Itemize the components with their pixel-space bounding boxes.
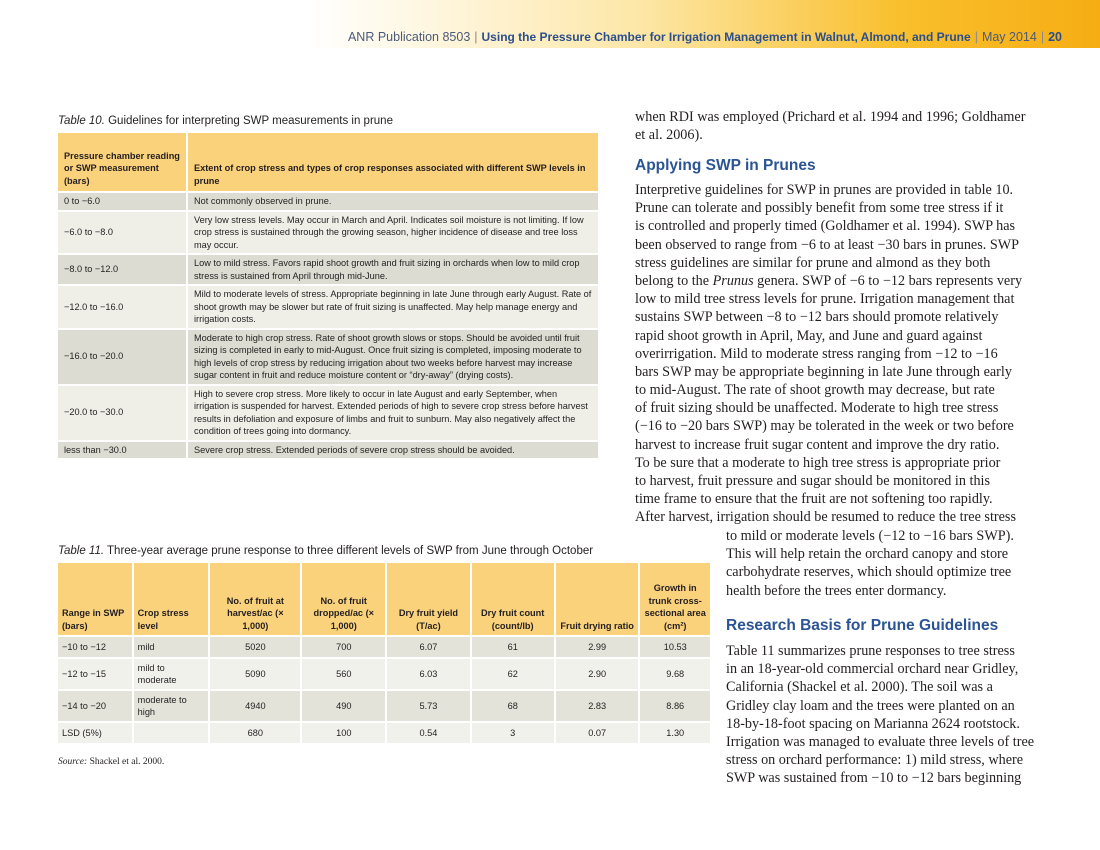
table-row xyxy=(58,690,710,722)
text-line: To be sure that a moderate to high tree stress is appropriate prior xyxy=(635,454,1001,471)
table-row xyxy=(58,636,710,658)
page-number: 20 xyxy=(1048,30,1062,44)
swp-range-cell: −20.0 to −30.0 xyxy=(58,385,187,441)
text-line: to mild or moderate levels (−12 to −16 bars SWP). xyxy=(726,528,1014,544)
text-line: 18-by-18-foot spacing on Marianna 2624 rootstock. xyxy=(726,715,1020,732)
swp-range-cell: 0 to −6.0 xyxy=(58,192,187,211)
table11-column-header: Dry fruit count (count/lb) xyxy=(471,563,555,636)
table-row xyxy=(58,329,598,385)
table11-cell: 0.07 xyxy=(555,722,640,743)
text-line: stress on orchard performance: 1) mild stress, where xyxy=(726,752,1024,769)
text-line: overirrigation. Mild to moderate stress ranging from −12 to −16 xyxy=(635,345,998,362)
heading-research-basis: Research Basis for Prune Guidelines xyxy=(726,617,999,634)
table11-cell: 8.86 xyxy=(639,690,710,722)
text-line: rapid shoot growth in April, May, and June and guard against xyxy=(635,327,983,344)
table11-cell: mild xyxy=(133,636,210,658)
table11-cell: 6.07 xyxy=(386,636,470,658)
table-row xyxy=(58,385,598,441)
swp-range-cell: −6.0 to −8.0 xyxy=(58,211,187,255)
text-line: harvest to increase fruit sugar content and improve the dry ratio. xyxy=(635,436,1000,453)
text-line: After harvest, irrigation should be resumed to reduce the tree stress xyxy=(635,509,1016,526)
table11-column-header: No. of fruit dropped/ac (× 1,000) xyxy=(301,563,386,636)
table11-cell: 5.73 xyxy=(386,690,470,722)
stress-description-cell: Not commonly observed in prune. xyxy=(187,192,598,211)
table10-header-range: Pressure chamber reading or SWP measurement (bars) xyxy=(58,133,187,192)
text-line: Gridley clay loam and the trees were planted on an xyxy=(726,697,1015,714)
text-line: Irrigation was managed to evaluate three levels of tree xyxy=(726,733,1035,750)
paragraph-applying-swp-continued xyxy=(726,527,1014,600)
swp-range-cell: −16.0 to −20.0 xyxy=(58,329,187,385)
table11-column-header: Dry fruit yield (T/ac) xyxy=(386,563,470,636)
table11-cell: 10.53 xyxy=(639,636,710,658)
text-line: health before the trees enter dormancy. xyxy=(726,582,947,599)
table11-cell: 100 xyxy=(301,722,386,743)
table10-caption: Table 10. Guidelines for interpreting SWP measurements in prune xyxy=(58,115,393,127)
table11-column-header: No. of fruit at harvest/ac (× 1,000) xyxy=(209,563,301,636)
text-line: belong to the Prunus genera. SWP of −6 to −12 bars represents very xyxy=(635,272,1023,289)
table11-cell: 5020 xyxy=(209,636,301,658)
text-line: Prune can tolerate and possibly benefit from some tree stress if it xyxy=(635,200,1004,217)
table11-cell: 560 xyxy=(301,658,386,690)
text-line: (−16 to −20 bars SWP) may be tolerated in the week or two before xyxy=(635,418,1014,435)
table11-cell: −12 to −15 xyxy=(58,658,133,690)
publication-number: ANR Publication 8503 xyxy=(347,30,471,44)
paragraph-research-basis xyxy=(726,642,1034,788)
table11-cell: −14 to −20 xyxy=(58,690,133,722)
table11-cell: 6.03 xyxy=(386,658,470,690)
table11-cell: 2.90 xyxy=(555,658,640,690)
publication-date: May 2014 xyxy=(981,30,1037,44)
table-row xyxy=(58,254,598,285)
text-line: when RDI was employed (Prichard et al. 1994 and 1996; Goldhamer xyxy=(635,109,1026,125)
text-line: Table 11 summarizes prune responses to tree stress xyxy=(726,643,1015,659)
publication-title: Using the Pressure Chamber for Irrigation Management in Walnut, Almond, and Prune xyxy=(481,30,971,44)
table11-cell: −10 to −12 xyxy=(58,636,133,658)
table11-cell: 490 xyxy=(301,690,386,722)
text-line: to harvest, fruit pressure and sugar should be monitored in this xyxy=(635,473,991,489)
table-row xyxy=(58,658,710,690)
table11-cell: 62 xyxy=(471,658,555,690)
table11-cell xyxy=(133,722,210,743)
page-header xyxy=(0,0,1100,48)
table11-cell: 3 xyxy=(471,722,555,743)
text-line: bars SWP may be appropriate beginning in late June through early xyxy=(635,363,1012,380)
heading-applying-swp: Applying SWP in Prunes xyxy=(635,157,816,174)
text-line: sustains SWP between −8 to −12 bars should promote relatively xyxy=(635,309,999,326)
table-row xyxy=(58,722,710,743)
table11-cell: 700 xyxy=(301,636,386,658)
intro-paragraph xyxy=(635,108,1025,144)
table11-cell: 2.99 xyxy=(555,636,640,658)
table-row xyxy=(58,441,598,459)
text-line: low to mild tree stress levels for prune. Irrigation management that xyxy=(635,291,1015,308)
table11-caption: Table 11. Three-year average prune response to three different levels of SWP from June through October xyxy=(58,545,594,557)
table11-cell: LSD (5%) xyxy=(58,722,133,743)
text-line: carbohydrate reserves, which should optimize tree xyxy=(726,564,1012,581)
swp-range-cell: −12.0 to −16.0 xyxy=(58,285,187,329)
table11-cell: 0.54 xyxy=(386,722,470,743)
stress-description-cell: Very low stress levels. May occur in March and April. Indicates soil moisture is not limiting. If low crop stress is sustained through the growing season, higher incidence of disease and tree loss may occur. xyxy=(187,211,598,255)
table10-header-extent: Extent of crop stress and types of crop responses associated with different SWP levels in prune xyxy=(187,133,598,192)
text-line: California (Shackel et al. 2000). The soil was a xyxy=(726,679,993,696)
table11-column-header: Crop stress level xyxy=(133,563,210,636)
text-line: SWP was sustained from −10 to −12 bars beginning xyxy=(726,770,1022,787)
table11-cell: 61 xyxy=(471,636,555,658)
table11-column-header: Fruit drying ratio xyxy=(555,563,640,636)
table11-cell: 68 xyxy=(471,690,555,722)
table-row xyxy=(58,285,598,329)
table11-cell: 5090 xyxy=(209,658,301,690)
table11-column-header: Growth in trunk cross-sectional area (cm²) xyxy=(639,563,710,636)
text-line: is controlled and properly timed (Goldhamer et al. 1994). SWP has xyxy=(635,218,1016,235)
table-row xyxy=(58,192,598,211)
table11-cell: 680 xyxy=(209,722,301,743)
stress-description-cell: Low to mild stress. Favors rapid shoot growth and fruit sizing in orchards when low to mild crop stress is sustained from April through mid-June. xyxy=(187,254,598,285)
table11-cell: 9.68 xyxy=(639,658,710,690)
table11-source: Source: Shackel et al. 2000. xyxy=(58,757,165,767)
text-line: et al. 2006). xyxy=(635,127,703,144)
swp-range-cell: −8.0 to −12.0 xyxy=(58,254,187,285)
table11-cell: 4940 xyxy=(209,690,301,722)
text-line: Interpretive guidelines for SWP in prunes are provided in table 10. xyxy=(635,182,1014,198)
table-row xyxy=(58,211,598,255)
text-line: in an 18-year-old commercial orchard near Gridley, xyxy=(726,661,1019,678)
text-line: of fruit sizing should be unaffected. Moderate to high tree stress xyxy=(635,400,999,417)
stress-description-cell: High to severe crop stress. More likely to occur in late August and early September, when irrigation is suspended for harvest. Extended periods of high to severe crop stress before harvest results in defoliation and exposure of limbs and fruit to sunburn. May also negatively affect the condition of trees going into dormancy. xyxy=(187,385,598,441)
table11 xyxy=(58,563,710,743)
paragraph-applying-swp xyxy=(635,181,1022,527)
text-line: time frame to ensure that the fruit are not softening too rapidly. xyxy=(635,491,993,508)
table11-cell: 1.30 xyxy=(639,722,710,743)
table11-cell: moderate to high xyxy=(133,690,210,722)
table10 xyxy=(58,133,598,458)
stress-description-cell: Mild to moderate levels of stress. Appropriate beginning in late June through early August. Rate of shoot growth may be slower but rate of fruit sizing is unaffected. May help manage energy and irrigation costs. xyxy=(187,285,598,329)
table11-cell: 2.83 xyxy=(555,690,640,722)
header-line: ANR Publication 8503 | Using the Pressure Chamber for Irrigation Management in Walnut, Almond, and Prune | May 2014 | 20 xyxy=(347,30,1062,44)
text-line: stress guidelines are similar for prune and almond as they both xyxy=(635,254,991,271)
stress-description-cell: Moderate to high crop stress. Rate of shoot growth slows or stops. Should be avoided until fruit sizing is completed in early to mid-August. Once fruit sizing is completed, imposing moderate to high levels of crop stress by reducing irrigation about two weeks before harvest may increase sugar content in fruit and reduce moisture content or “dry-away” (drying costs). xyxy=(187,329,598,385)
text-line: to mid-August. The rate of shoot growth may decrease, but rate xyxy=(635,382,995,399)
table11-cell: mild to moderate xyxy=(133,658,210,690)
text-line: been observed to range from −6 to at least −30 bars in prunes. SWP xyxy=(635,236,1019,253)
table11-column-header: Range in SWP (bars) xyxy=(58,563,133,636)
swp-range-cell: less than −30.0 xyxy=(58,441,187,459)
stress-description-cell: Severe crop stress. Extended periods of severe crop stress should be avoided. xyxy=(187,441,598,459)
text-line: This will help retain the orchard canopy and store xyxy=(726,546,1009,563)
